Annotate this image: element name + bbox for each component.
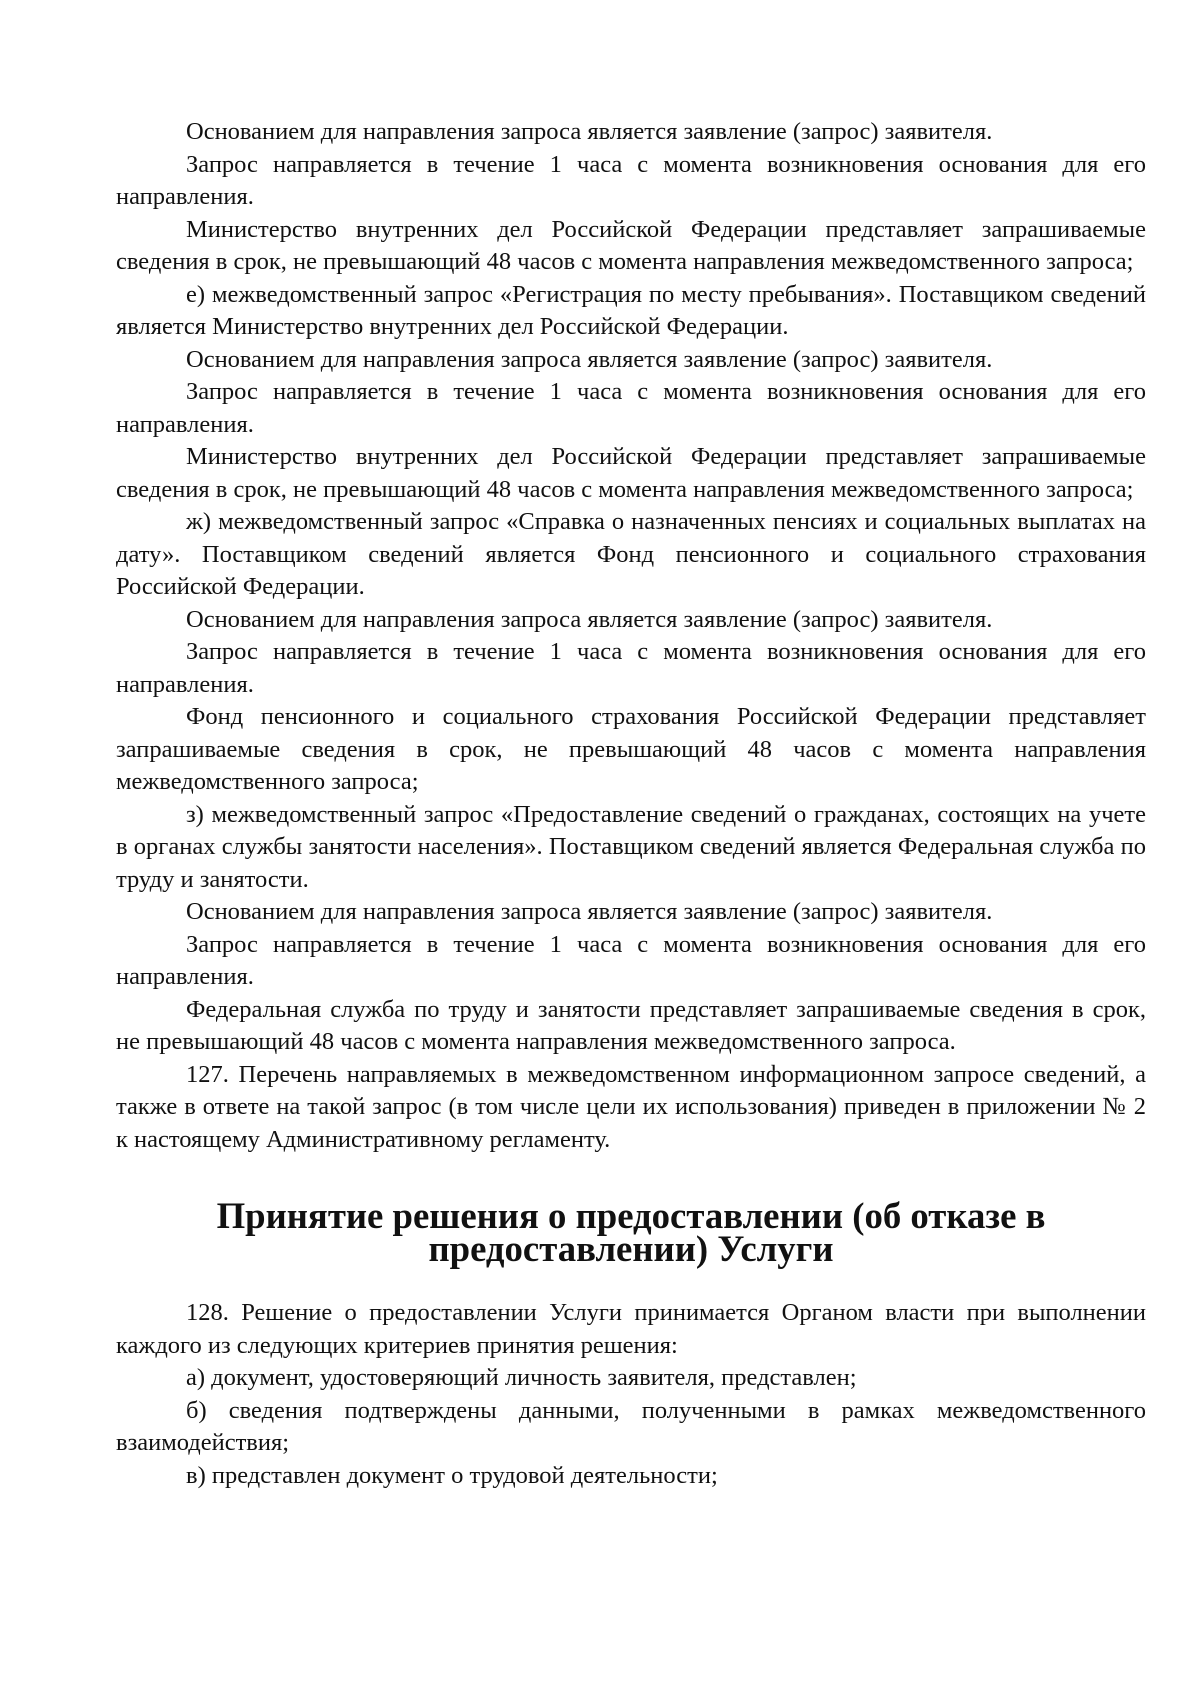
paragraph: Основанием для направления запроса является заявление (запрос) заявителя. <box>186 118 993 145</box>
document-page <box>116 116 1146 1492</box>
paragraph: Фонд пенсионного и социального страхования Российской Федерации представляет запрашиваемые сведения в срок, не превышающий 48 часов с момента направления межведомственного запроса; <box>116 703 1146 795</box>
paragraph: 127. Перечень направляемых в межведомственном информационном запросе сведений, а также в ответе на такой запрос (в том числе цели их использования) приведен в приложении № 2 к настоящему Административному регламенту. <box>116 1060 1146 1153</box>
paragraph: б) сведения подтверждены данными, полученными в рамках межведомственного взаимодействия; <box>116 1396 1146 1456</box>
paragraph: Основанием для направления запроса является заявление (запрос) заявителя. <box>186 898 993 925</box>
paragraph: Министерство внутренних дел Российской Федерации представляет запрашиваемые сведения в срок, не превышающий 48 часов с момента направления межведомственного запроса; <box>116 443 1146 503</box>
paragraph: Основанием для направления запроса является заявление (запрос) заявителя. <box>186 345 993 373</box>
paragraph: Федеральная служба по труду и занятости представляет запрашиваемые сведения в срок, не превышающий 48 часов с момента направления межведомственного запроса. <box>116 995 1146 1055</box>
paragraph: е) межведомственный запрос «Регистрация по месту пребывания». Поставщиком сведений является Министерство внутренних дел Российской Федерации. <box>116 280 1146 340</box>
paragraph: а) документ, удостоверяющий личность заявителя, представлен; <box>186 1364 857 1391</box>
paragraph: Запрос направляется в течение 1 часа с момента возникновения основания для его направления. <box>116 638 1146 698</box>
section-heading: Принятие решения о предоставлении (об отказе в предоставлении) Услуги <box>216 1195 1046 1269</box>
paragraph: Запрос направляется в течение 1 часа с момента возникновения основания для его направления. <box>116 930 1146 990</box>
paragraph: в) представлен документ о трудовой деятельности; <box>186 1461 718 1489</box>
paragraph: з) межведомственный запрос «Предоставление сведений о гражданах, состоящих на учете в органах службы занятости населения». Поставщиком сведений является Федеральная служба по труду и занятости. <box>116 800 1146 893</box>
paragraph: ж) межведомственный запрос «Справка о назначенных пенсиях и социальных выплатах на дату». Поставщиком сведений является Фонд пенсионного и социального страхования Российской Федерации. <box>116 508 1146 600</box>
paragraph: 128. Решение о предоставлении Услуги принимается Органом власти при выполнении каждого из следующих критериев принятия решения: <box>116 1299 1146 1359</box>
paragraph: Основанием для направления запроса является заявление (запрос) заявителя. <box>186 605 993 633</box>
paragraph: Запрос направляется в течение 1 часа с момента возникновения основания для его направления. <box>116 150 1146 210</box>
paragraph: Запрос направляется в течение 1 часа с момента возникновения основания для его направления. <box>116 378 1146 438</box>
paragraph: Министерство внутренних дел Российской Федерации представляет запрашиваемые сведения в срок, не превышающий 48 часов с момента направления межведомственного запроса; <box>116 215 1146 275</box>
